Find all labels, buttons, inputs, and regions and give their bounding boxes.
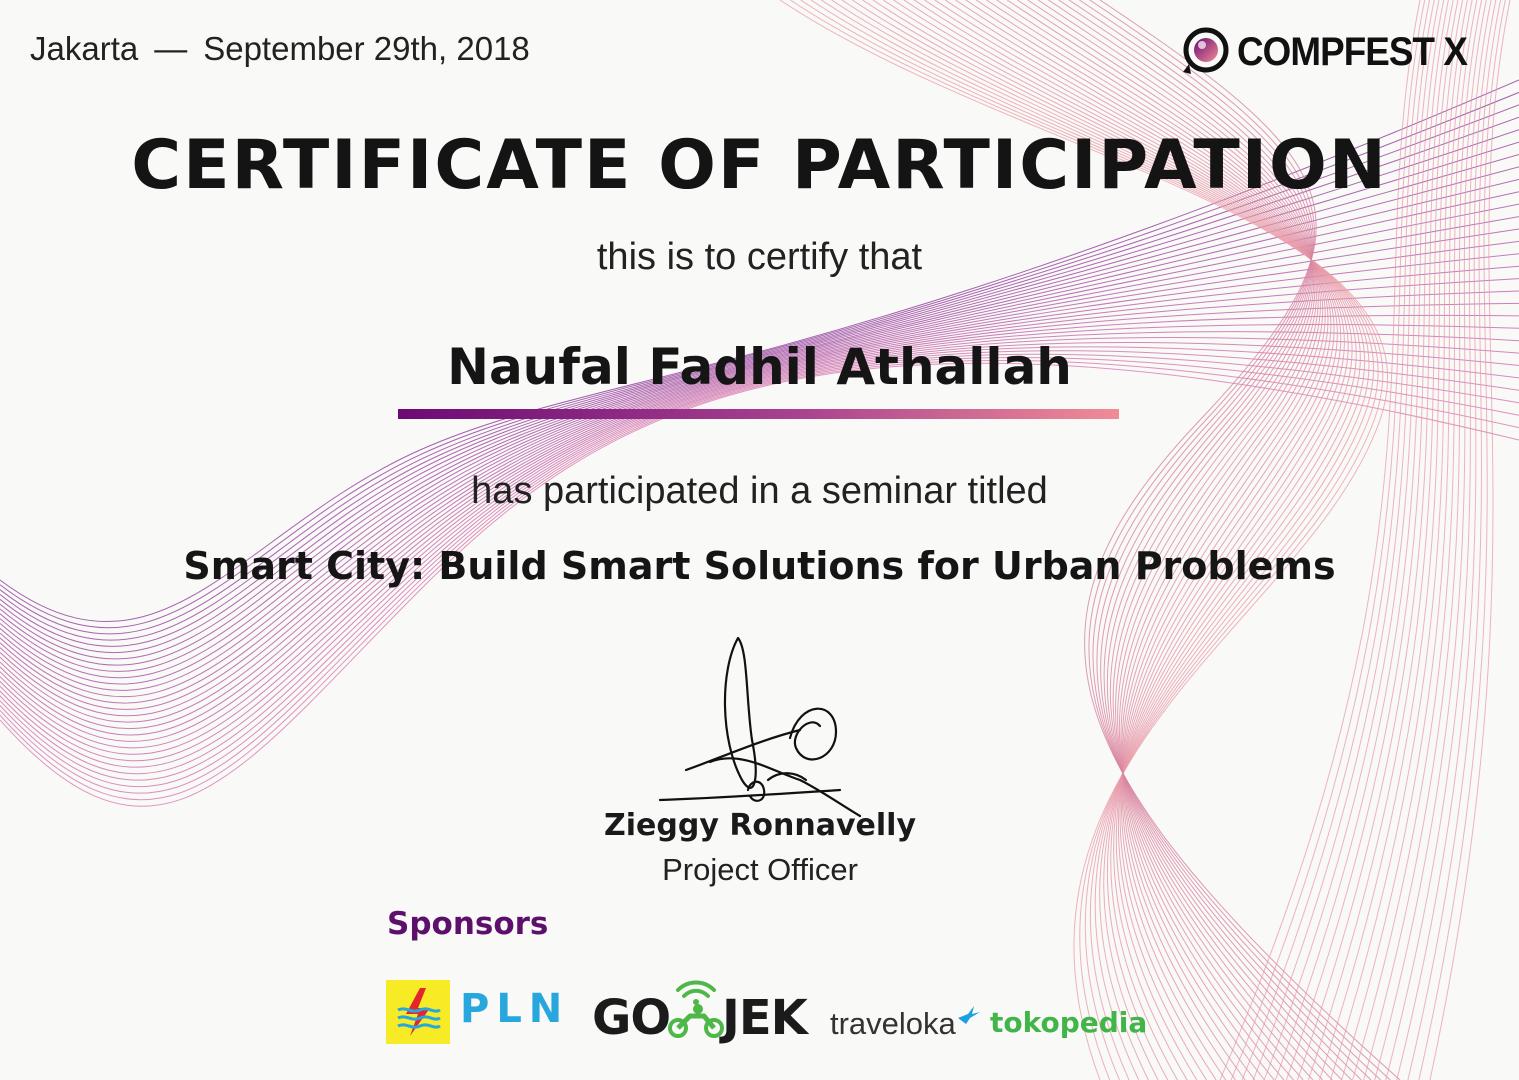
city: Jakarta <box>30 30 139 67</box>
recipient-name: Naufal Fadhil Athallah <box>447 338 1072 396</box>
handwritten-signature-icon <box>650 630 890 820</box>
date: September 29th, 2018 <box>203 30 530 67</box>
sponsors-heading: Sponsors <box>387 906 549 942</box>
certify-intro: this is to certify that <box>596 236 923 278</box>
gojek-scooter-icon <box>664 976 726 1042</box>
seminar-title: Smart City: Build Smart Solutions for Urban Problems <box>183 544 1336 588</box>
date-separator: — <box>154 30 188 67</box>
recipient-underline <box>398 409 1119 419</box>
pln-wordmark: PLN <box>460 986 570 1032</box>
compfest-logo-icon <box>1179 26 1231 78</box>
participation-text: has participated in a seminar titled <box>471 470 1048 512</box>
sponsor-logos <box>386 976 1146 1046</box>
gojek-wordmark-jek: JEK <box>722 990 807 1046</box>
traveloka-bird-icon <box>956 1004 982 1026</box>
officer-role: Project Officer <box>662 852 858 887</box>
officer-name: Zieggy Ronnavelly <box>603 808 917 843</box>
traveloka-wordmark: traveloka <box>830 1006 956 1041</box>
gojek-wordmark-go: GO <box>592 990 671 1046</box>
compfest-brand <box>1179 26 1487 78</box>
brand-name: COMPFEST X <box>1236 29 1467 74</box>
certificate-title: CERTIFICATE OF PARTICIPATION <box>131 126 1388 205</box>
place-date <box>30 30 530 68</box>
pln-logo-icon <box>386 980 450 1044</box>
tokopedia-wordmark: tokopedia <box>990 1006 1148 1039</box>
